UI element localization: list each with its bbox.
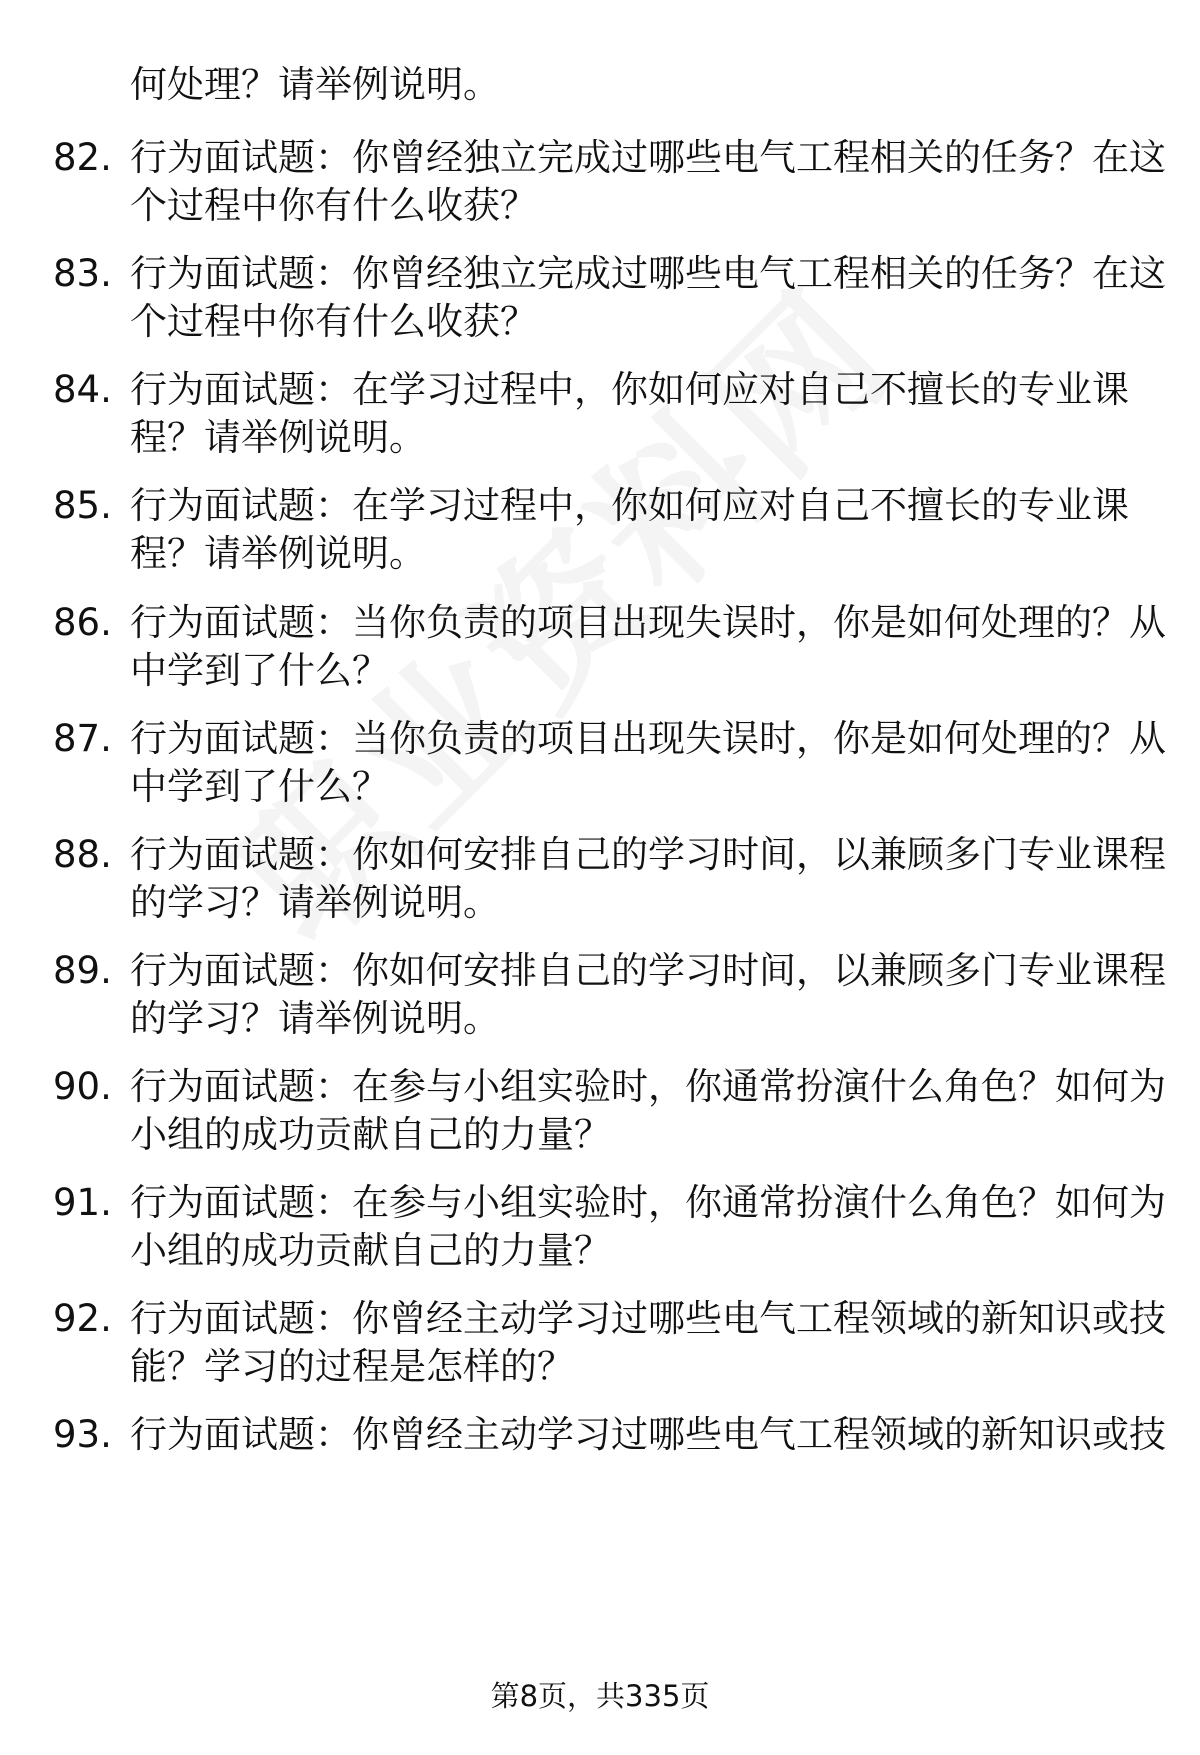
question-number: 82. [53,136,112,179]
list-item [0,481,1200,591]
question-text-line: 行为面试题：你曾经主动学习过哪些电气工程领域的新知识或技 [130,1413,1166,1456]
question-text-line: 行为面试题：你如何安排自己的学习时间，以兼顾多门专业课程 [130,833,1166,876]
question-number: 83. [53,252,112,295]
question-text-line: 小组的成功贡献自己的力量？ [130,1113,611,1156]
question-number: 93. [53,1413,112,1456]
question-text-line: 行为面试题：你曾经独立完成过哪些电气工程相关的任务？在这 [130,136,1166,179]
question-text-line: 行为面试题：在学习过程中，你如何应对自己不擅长的专业课 [130,368,1129,411]
question-number: 84. [53,368,112,411]
question-number: 90. [53,1065,112,1108]
question-number: 87. [53,717,112,760]
question-number: 89. [53,949,112,992]
question-text-line: 中学到了什么？ [130,765,389,808]
list-item [0,946,1200,1056]
list-item [0,1410,1200,1520]
question-text-line: 的学习？请举例说明。 [130,881,500,924]
page-number: 第8页，共335页 [490,1679,710,1713]
list-item [0,714,1200,824]
continued-question-text: 何处理？请举例说明。 [130,63,500,106]
question-text-line: 行为面试题：当你负责的项目出现失误时，你是如何处理的？从 [130,601,1166,644]
question-text-line: 程？请举例说明。 [130,532,426,575]
question-text-line: 个过程中你有什么收获？ [130,184,537,227]
question-text-line: 行为面试题：在学习过程中，你如何应对自己不擅长的专业课 [130,484,1129,527]
list-item [0,830,1200,940]
question-text-line: 行为面试题：在参与小组实验时，你通常扮演什么角色？如何为 [130,1065,1166,1108]
list-item [0,1178,1200,1288]
question-number: 86. [53,601,112,644]
question-text-line: 能？学习的过程是怎样的？ [130,1345,574,1388]
list-item [0,249,1200,359]
question-number: 91. [53,1181,112,1224]
list-item [0,365,1200,475]
question-number: 85. [53,484,112,527]
list-item [0,598,1200,708]
list-item [0,1294,1200,1404]
question-text-line: 行为面试题：你曾经独立完成过哪些电气工程相关的任务？在这 [130,252,1166,295]
question-text-line: 行为面试题：在参与小组实验时，你通常扮演什么角色？如何为 [130,1181,1166,1224]
question-text-line: 程？请举例说明。 [130,416,426,459]
question-text-line: 行为面试题：当你负责的项目出现失误时，你是如何处理的？从 [130,717,1166,760]
question-text-line: 小组的成功贡献自己的力量？ [130,1229,611,1272]
question-text-line: 行为面试题：你曾经主动学习过哪些电气工程领域的新知识或技 [130,1297,1166,1340]
question-text-line: 的学习？请举例说明。 [130,997,500,1040]
question-number: 88. [53,833,112,876]
question-text-line: 行为面试题：你如何安排自己的学习时间，以兼顾多门专业课程 [130,949,1166,992]
list-item [0,1062,1200,1172]
question-text-line: 个过程中你有什么收获？ [130,300,537,343]
question-number: 92. [53,1297,112,1340]
question-text-line: 中学到了什么？ [130,649,389,692]
list-item [0,133,1200,243]
